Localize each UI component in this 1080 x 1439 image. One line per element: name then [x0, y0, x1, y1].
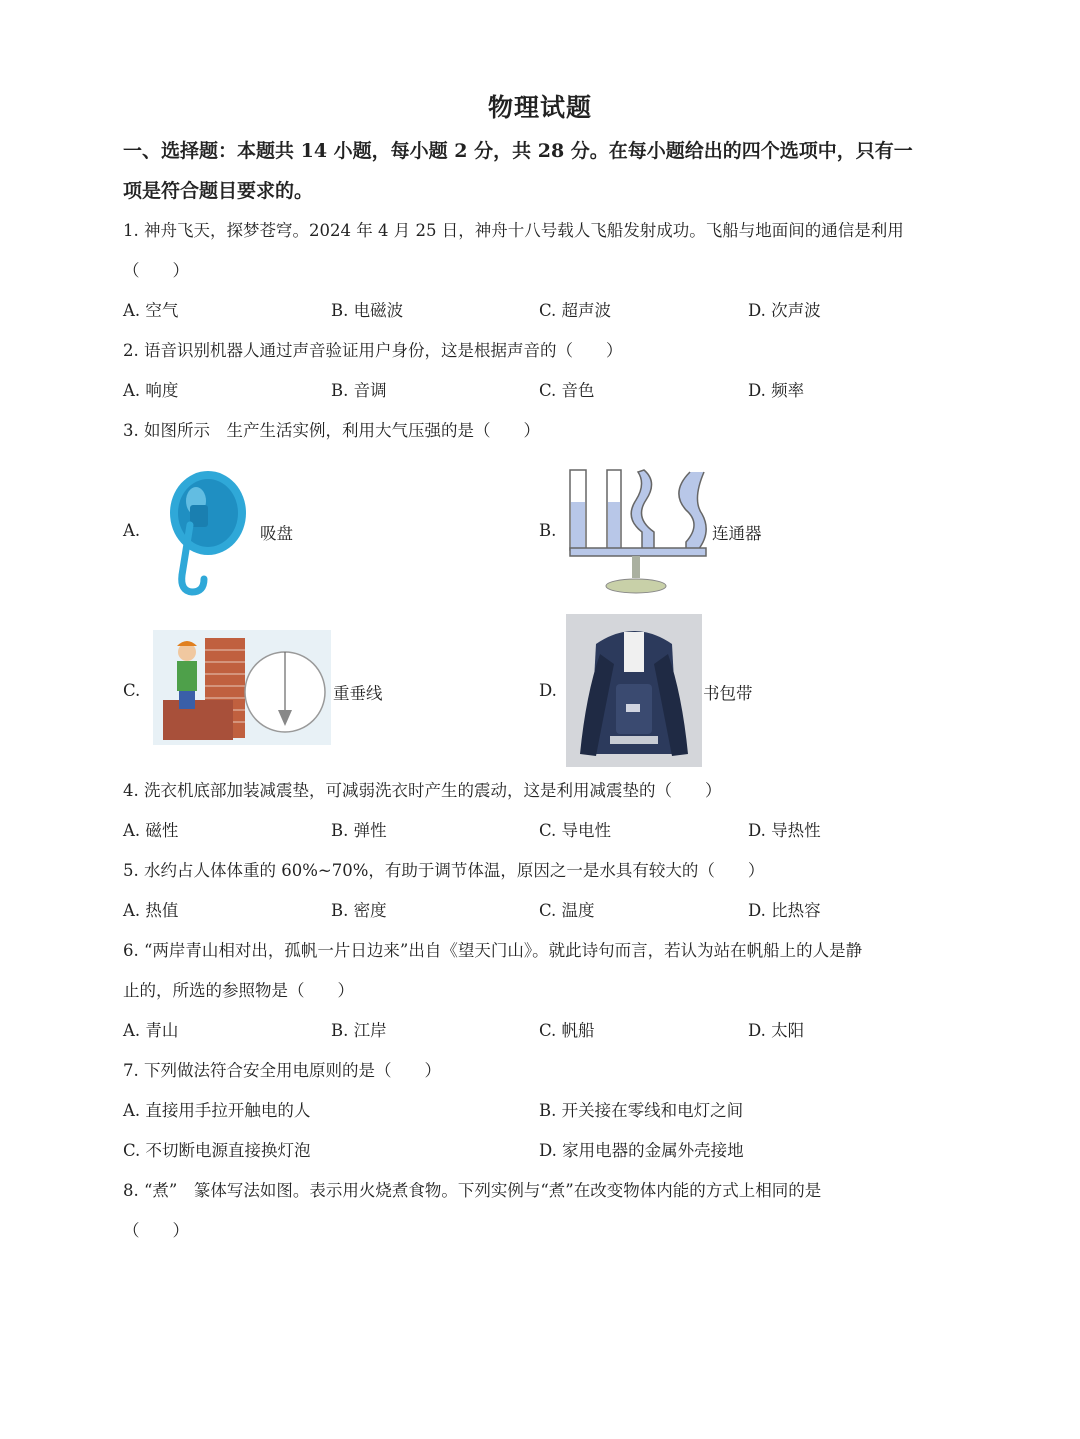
question-7-option-a: A. 直接用手拉开触电的人	[123, 1101, 311, 1120]
plumb-line-image	[153, 630, 331, 745]
question-2-stem: 2. 语音识别机器人通过声音验证用户身份，这是根据声音的（ ）	[123, 341, 623, 360]
question-7-option-b: B. 开关接在零线和电灯之间	[539, 1101, 744, 1120]
section-heading-line2: 项是符合题目要求的。	[123, 180, 314, 202]
question-6-stem: 6. “两岸青山相对出，孤帆一片日边来”出自《望天门山》。就此诗句而言，若认为站在帆船上的人是静	[123, 941, 863, 960]
question-1-option-a: A. 空气	[123, 301, 179, 320]
question-5-option-b: B. 密度	[331, 901, 387, 920]
question-3-option-b: B.	[539, 521, 557, 540]
question-1-stem-cont: （ ）	[123, 261, 189, 280]
question-2-option-b: B. 音调	[331, 381, 387, 400]
page-title: 物理试题	[487, 93, 592, 122]
question-8-stem: 8. “煮” 篆体写法如图。表示用火烧煮食物。下列实例与“煮”在改变物体内能的方式上相同的是	[123, 1181, 822, 1200]
question-5-stem: 5. 水约占人体体重的 60%~70%，有助于调节体温，原因之一是水具有较大的（ ）	[123, 861, 765, 880]
question-6-option-b: B. 江岸	[331, 1021, 387, 1040]
connected-vessels-image	[562, 462, 712, 602]
question-5-option-c: C. 温度	[539, 901, 595, 920]
question-1-option-d: D. 次声波	[748, 301, 821, 320]
question-8-stem-cont: （ ）	[123, 1221, 189, 1240]
question-4-option-d: D. 导热性	[748, 821, 821, 840]
question-2-option-d: D. 频率	[748, 381, 805, 400]
question-2-option-a: A. 响度	[123, 381, 179, 400]
question-4-stem: 4. 洗衣机底部加装减震垫，可减弱洗衣时产生的震动，这是利用减震垫的（ ）	[123, 781, 722, 800]
question-3-stem: 3. 如图所示 生产生活实例，利用大气压强的是（ ）	[123, 421, 540, 440]
question-6-stem-cont: 止的，所选的参照物是（ ）	[123, 981, 354, 1000]
question-3-option-c: C.	[123, 681, 141, 700]
question-1-option-c: C. 超声波	[539, 301, 612, 320]
question-4-option-b: B. 弹性	[331, 821, 387, 840]
question-2-option-c: C. 音色	[539, 381, 595, 400]
question-3-option-a: A.	[123, 521, 141, 540]
question-1-option-b: B. 电磁波	[331, 301, 404, 320]
question-6-option-d: D. 太阳	[748, 1021, 805, 1040]
question-5-option-a: A. 热值	[123, 901, 179, 920]
figure-label-plumb-line: 重垂线	[333, 684, 383, 703]
question-4-option-c: C. 导电性	[539, 821, 612, 840]
question-1-stem: 1. 神舟飞天，探梦苍穹。2024 年 4 月 25 日，神舟十八号载人飞船发射成功。飞船与地面间的通信是利用	[123, 221, 904, 240]
question-6-option-a: A. 青山	[123, 1021, 179, 1040]
question-7-option-c: C. 不切断电源直接换灯泡	[123, 1141, 311, 1160]
question-7-stem: 7. 下列做法符合安全用电原则的是（ ）	[123, 1061, 441, 1080]
question-7-option-d: D. 家用电器的金属外壳接地	[539, 1141, 744, 1160]
figure-label-backpack-straps: 书包带	[703, 684, 753, 703]
question-5-option-d: D. 比热容	[748, 901, 821, 920]
figure-label-connected-vessels: 连通器	[712, 524, 762, 543]
question-6-option-c: C. 帆船	[539, 1021, 595, 1040]
figure-label-suction-cup: 吸盘	[260, 524, 293, 543]
question-3-option-d: D.	[539, 681, 557, 700]
section-heading-line1: 一、选择题：本题共 14 小题，每小题 2 分，共 28 分。在每小题给出的四个选项中，只有一	[123, 140, 913, 162]
backpack-straps-image	[566, 614, 702, 767]
suction-cup-hook-image	[160, 465, 250, 600]
question-4-option-a: A. 磁性	[123, 821, 179, 840]
